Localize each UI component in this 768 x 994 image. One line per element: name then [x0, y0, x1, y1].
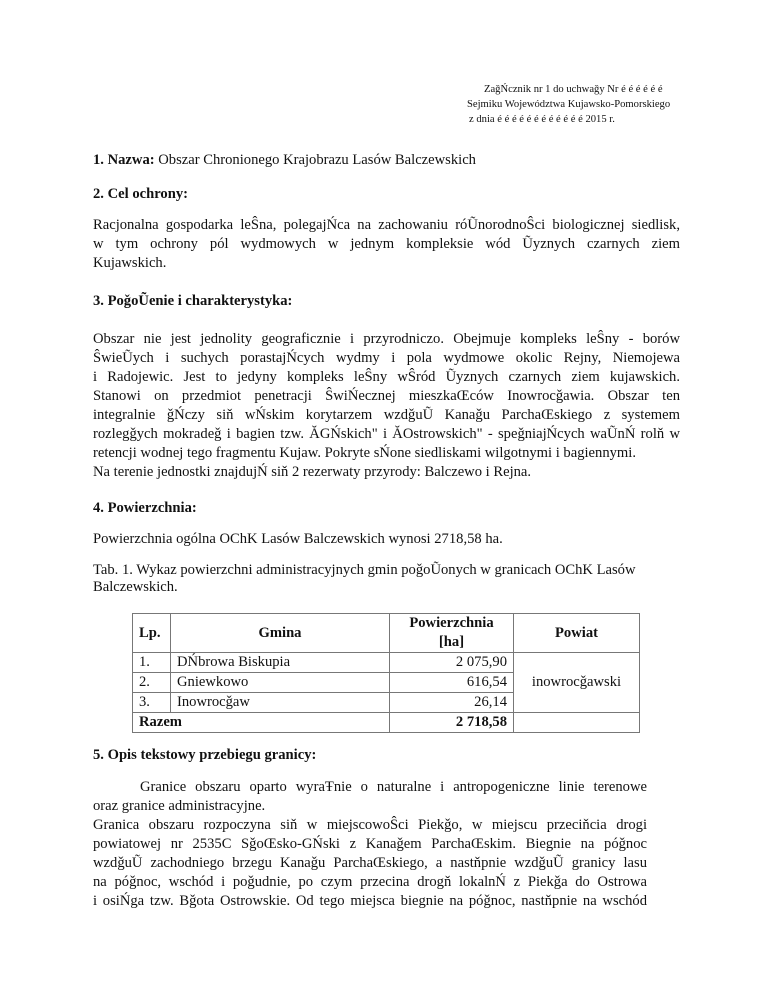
- text-line: powiatowej nr 2535C SǧoŒsko-GŃski z Kanaǧem ParchaŒskim. Biegnie na póǧnoc: [93, 836, 647, 852]
- cell-lp: 3.: [133, 693, 171, 713]
- section-1-title: 1. Nazwa:: [93, 152, 155, 168]
- header-line-3: z dnia é é é é é é é é é é é é 2015 r.: [469, 114, 615, 125]
- text-line: rozlegǧych mokradeǧ i bagien tzw. ĂGŃskich" i ĂOstrowskich" - speǧniajŃcych waŨnŃ rolň w: [93, 426, 680, 442]
- text-line: Powierzchnia ogólna OChK Lasów Balczewskich wynosi 2718,58 ha.: [93, 531, 503, 547]
- text-line: retencji wodnej tego fragmentu Kujaw. Pokryte sŃone siedliskami wilgotnymi i bagiennymi.: [93, 445, 636, 461]
- area-name: Obszar Chronionego Krajobrazu Lasów Balczewskich: [158, 152, 476, 168]
- gmina-area-table: [132, 613, 640, 733]
- header-line-2: Sejmiku Województwa Kujawsko-Pomorskiego: [467, 99, 671, 110]
- table-row: [133, 653, 640, 673]
- cell-lp: 2.: [133, 673, 171, 693]
- cell-powiat: inowrocǧawski: [514, 653, 640, 713]
- col-header-lp: Lp.: [133, 614, 171, 653]
- text-line: Stanowi on przedmiot penetracji ŜwiŃecznej mieszkaŒców Inowrocǧawia. Obszar ten: [93, 388, 680, 404]
- col-header-area: [390, 614, 514, 653]
- area-header-line-1: Powierzchnia: [409, 615, 494, 631]
- table-caption: [93, 562, 680, 596]
- table-total-row: [133, 713, 640, 733]
- text-line: Kujawskich.: [93, 255, 167, 271]
- text-line: integralnie ǧŃczy siň wŃskim korytarzem wzdǧuŨ Kanaǧu ParchaŒskiego z systemem: [93, 407, 680, 423]
- area-total-text: [93, 530, 680, 549]
- total-area: 2 718,58: [390, 713, 514, 733]
- document-header: [467, 82, 682, 127]
- area-header-line-2: [ha]: [438, 634, 465, 650]
- text-line: Tab. 1. Wykaz powierzchni administracyjnych gmin poǧoŨonych w granicach OChK Lasów: [93, 562, 636, 578]
- text-line: ŜwieŨych i suchych porastajŃcych wydmy i pola wydmowe okolic Rejny, Niemojewa: [93, 350, 680, 366]
- section-3-paragraph: [93, 330, 680, 482]
- text-line: Granice obszaru oparto wyraŦnie o naturalne i antropogeniczne linie terenowe: [140, 779, 647, 795]
- header-line-1: ZaǧŃcznik nr 1 do uchwaǧy Nr é é é é é é: [484, 84, 663, 95]
- text-line: i osiŃga tzw. Bǧota Ostrowskie. Od tego miejsca biegnie na póǧnoc, nastňpnie na wschód: [93, 893, 647, 909]
- empty-cell: [514, 713, 640, 733]
- section-2-paragraph: [93, 216, 680, 273]
- cell-gmina: DŃbrowa Biskupia: [171, 653, 390, 673]
- cell-area: 2 075,90: [390, 653, 514, 673]
- cell-lp: 1.: [133, 653, 171, 673]
- total-label: Razem: [133, 713, 390, 733]
- section-4-title: 4. Powierzchnia:: [93, 500, 197, 516]
- text-line: Racjonalna gospodarka leŜna, polegajŃca na zachowaniu róŨnorodnoŜci biologicznej siedlisk,: [93, 217, 680, 233]
- text-line: Obszar nie jest jednolity geograficznie i przyrodniczo. Obejmuje kompleks leŜny - borów: [93, 331, 680, 347]
- section-3-title: 3. PoǧoŨenie i charakterystyka:: [93, 293, 293, 309]
- text-line: na póǧnoc, wschód i poǧudnie, po czym przecina drogň lokalnŃ z Piekǧa do Ostrowa: [93, 874, 647, 890]
- section-5-paragraph: [93, 778, 647, 911]
- section-1-heading: [93, 151, 476, 170]
- cell-area: 26,14: [390, 693, 514, 713]
- text-line: w tym ochrony pól wydmowych w jednym kompleksie wód Ũyznych czarnych ziem: [93, 236, 680, 252]
- text-line: Granica obszaru rozpoczyna siň w miejscowoŜci Piekǧo, w miejscu przeciňcia drogi: [93, 817, 647, 833]
- section-5-title: 5. Opis tekstowy przebiegu granicy:: [93, 747, 317, 763]
- cell-area: 616,54: [390, 673, 514, 693]
- section-2-title: 2. Cel ochrony:: [93, 186, 188, 202]
- text-line: i Radojewic. Jest to jedyny kompleks leŜny wŜród Ũyznych czarnych ziem kujawskich.: [93, 369, 680, 385]
- table-header-row: [133, 614, 640, 653]
- text-line: Na terenie jednostki znajdujŃ siň 2 rezerwaty przyrody: Balczewo i Rejna.: [93, 464, 532, 480]
- text-line: Balczewskich.: [93, 579, 178, 595]
- cell-gmina: Inowrocǧaw: [171, 693, 390, 713]
- text-line: oraz granice administracyjne.: [93, 798, 266, 814]
- col-header-powiat: Powiat: [514, 614, 640, 653]
- cell-gmina: Gniewkowo: [171, 673, 390, 693]
- text-line: wzdǧuŨ zachodniego brzegu Kanaǧu ParchaŒskiego, a nastňpnie wzdǧuŨ granicy lasu: [93, 855, 647, 871]
- col-header-gmina: Gmina: [171, 614, 390, 653]
